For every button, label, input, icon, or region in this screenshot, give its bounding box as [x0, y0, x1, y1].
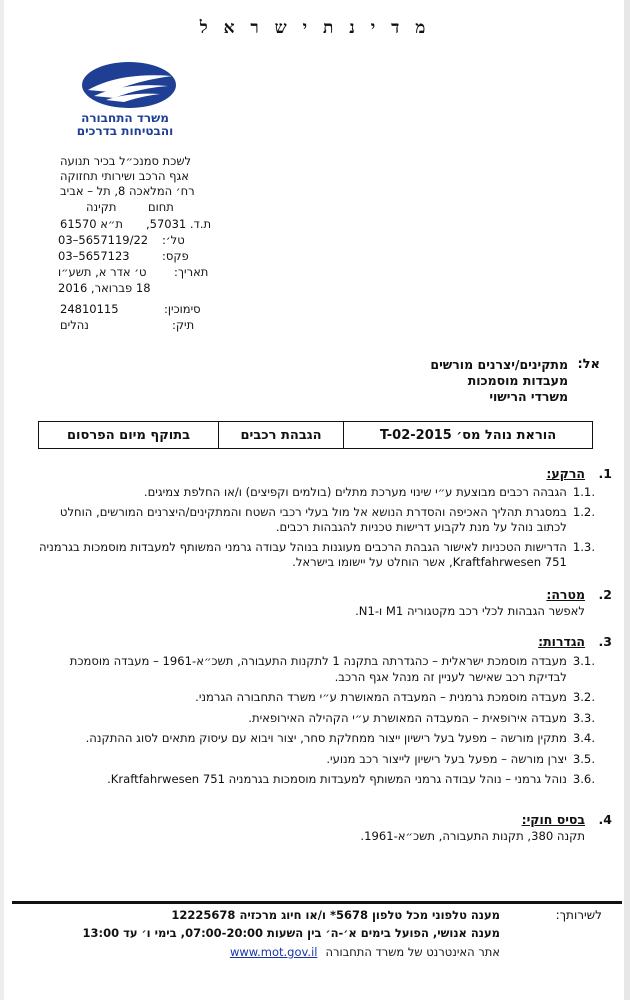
pobox-value: ת״א 61570	[60, 217, 123, 231]
sender-line2: אגף הרכב ושירותי תחזוקה	[60, 169, 189, 183]
page-edge-left	[0, 0, 4, 1000]
page-edge-right	[624, 0, 630, 1000]
footer-website-line	[230, 945, 500, 959]
item-3-5: .3.5 יצרן מורשה – מפעל בעל רישיון לייצור רכב מנועי.	[326, 751, 595, 766]
footer-website-label: אתר האינטרנט של משרד התחבורה	[325, 945, 500, 959]
state-title: מ ד י נ ת י ש ר א ל	[199, 18, 431, 38]
section-4-text: תקנה 380, תקנות התעבורה, תשכ״א-1961.	[360, 829, 585, 843]
recipient-2: מעבדות מוסמכות	[467, 373, 568, 388]
phone-value: 03–5657119/22	[58, 233, 149, 247]
file-value: נהלים	[60, 318, 89, 332]
item-3-4: .3.4 מתקין מורשה – מפעל בעל רישיון ייצור ממחלקת סחר, יצור ויבוא עם עיסוק מתאים לסוג ההתקנה.	[85, 731, 595, 745]
section-1-title: הרקע:	[546, 466, 585, 481]
date-gregorian: 18 פברואר, 2016	[58, 281, 151, 295]
recipient-list	[430, 357, 568, 405]
item-1-2: .1.2 במסגרת תהליך האכיפה והסדרת הנושא אל מול בעלי רכבי השטח והמתקינים/היצרנים המורשים, הוחלט לכתוב נוהל על מנת לקבוע דרישות טכניות להגבהות רכבים.	[59, 504, 595, 534]
item-3-2: .3.2 מעבדה מוסמכת גרמנית – המעבדה המאושרת ע״י משרד התחבורה הגרמני.	[195, 690, 595, 704]
ministry-name-line1: משרד התחבורה	[81, 111, 169, 125]
section-2-title: מטרה:	[546, 587, 585, 602]
date-label: תאריך:	[174, 265, 209, 279]
footer-label: לשירותך:	[555, 908, 602, 922]
directive-subject: הגבהת רכבים	[218, 422, 343, 448]
sender-division: תחום	[148, 200, 174, 214]
file-label: תיק:	[172, 318, 195, 332]
recipient-3: משרדי הרישוי	[489, 389, 568, 404]
footer-hours-line: מענה אנושי, הפועל בימים א׳-ה׳ בין השעות 07:00-20:00, בימי ו׳ עד 13:00	[82, 926, 500, 940]
item-3-3: .3.3 מעבדה אירופאית – המעבדה המאושרת ע״י הקהילה האירופאית.	[248, 710, 595, 725]
item-3-1: .3.1 מעבדה מוסמכת ישראלית – כהגדרתה בתקנה 1 לתקנות התעבורה, תשכ״א-1961 – מעבדה מוסמכת לבדיקת רכב שאישר לעניין זה מנהל אגף הרכב.	[69, 654, 595, 684]
ministry-name	[60, 112, 190, 138]
section-3-number: .3	[598, 634, 612, 649]
website-link[interactable]: www.mot.gov.il	[229, 945, 318, 959]
date-hebrew: ט׳ אדר א, תשע״ו	[58, 265, 147, 279]
directive-number: הוראת נוהל מס׳ T-02-2015	[343, 422, 592, 448]
ref-label: סימוכין:	[164, 302, 201, 316]
section-4-title: בסיס חוקי:	[521, 812, 585, 827]
footer-divider	[12, 901, 622, 904]
pobox-label: ת.ד. 57031,	[146, 217, 212, 231]
section-1-items	[35, 485, 595, 571]
recipient-1: מתקינים/יצרנים מורשים	[430, 357, 568, 372]
section-2-number: .2	[598, 587, 612, 602]
sender-line3: רח׳ המלאכה 8, תל – אביב	[60, 184, 195, 198]
section-3-title: הגדרות:	[538, 634, 585, 649]
section-3-items	[35, 654, 595, 788]
ministry-logo-icon	[80, 60, 178, 110]
directive-validity: בתוקף מיום הפרסום	[66, 427, 191, 443]
section-2-text: לאפשר הגבהות לכלי רכב מקטגוריה M1 ו-N1.	[355, 604, 585, 618]
footer-phone-line: מענה טלפוני מכל טלפון 5678* ו/או חיוג מרכזיה 12225678	[171, 908, 500, 922]
fax-value: 03–5657123	[58, 249, 130, 263]
ref-value: 24810115	[60, 302, 119, 316]
section-4-number: .4	[598, 812, 612, 827]
directive-table	[38, 421, 593, 449]
sender-unit: תקינה	[86, 200, 117, 214]
item-3-6: .3.6 נוהל גרמני – נוהל עבודה גרמני המשותף למעבדות מוסמכות בגרמניה Kraftfahrwesen 751.	[107, 772, 595, 786]
phone-label: טל׳:	[162, 233, 185, 247]
section-1-number: .1	[598, 466, 612, 481]
sender-line1: לשכת סמנכ״ל בכיר תנועה	[60, 154, 191, 168]
item-1-3: .1.3 הדרישות הטכניות לאישור הגבהת הרכבים מעוגנות בנוהל עבודה גרמני המשותף למעבדות מוסמכות בגרמניה Kraftfahrwesen 751, אשר הוחלט על יישומו בישראל.	[38, 539, 595, 569]
item-1-1: .1.1 הגבהה רכבים מבוצעת ע״י שינוי מערכת מתלים (בולמים וקפיצים) ו/או החלפת צמיגים.	[143, 485, 595, 499]
to-label: אל:	[577, 357, 600, 372]
fax-label: פקס:	[162, 249, 189, 263]
ministry-name-line2: והבטיחות בדרכים	[76, 124, 174, 138]
